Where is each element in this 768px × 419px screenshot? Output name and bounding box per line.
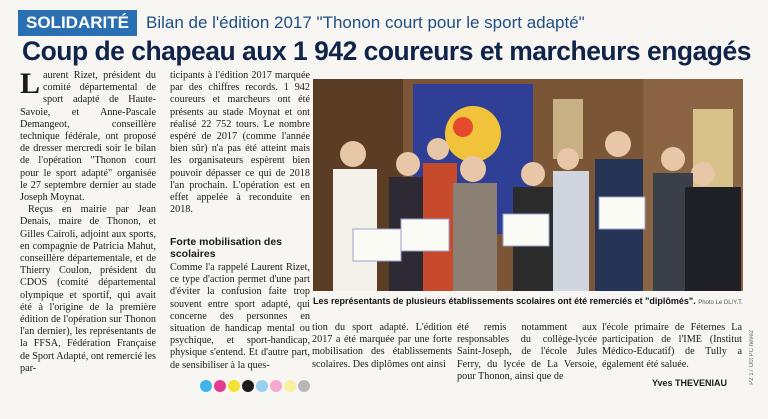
- caption-text: Les représentants de plusieurs établissements scolaires ont été remerciés et "diplômés".: [313, 296, 696, 306]
- photo-caption: [313, 296, 743, 309]
- color-swatch: [228, 380, 240, 392]
- column-2b-text: Comme l'a rappelé Laurent Rizet, ce type d'action permet d'une part d'éviter la confusion faite trop souvent entre sport adapté, qui concerne des personnes en situation de handicap mental ou psychique, et sport-handicap, physique s'entend. Et d'autre part, de sensibiliser à la ques-: [170, 262, 310, 371]
- group-photo: [313, 79, 743, 291]
- column-1-text: aurent Rizet, président du comité départemental de sport adapté de Haute-Savoie, et Anne-Pascale Demangeot, conseillère technique fédérale, ont proposé de dresser mercredi soir le bilan de l'opération "Thonon court pour le sport adapté" organisée le 27 septembre dernier au stade Joseph Moynat.: [20, 70, 156, 204]
- color-registration-swatches: [200, 380, 310, 392]
- color-swatch: [284, 380, 296, 392]
- color-swatch: [256, 380, 268, 392]
- photo-credit: Photo Le DL/Y.T.: [698, 300, 743, 306]
- column-5: [602, 322, 742, 371]
- drop-cap: L: [20, 67, 41, 100]
- author-signature: Yves THEVENIAU: [652, 378, 728, 388]
- color-swatch: [242, 380, 254, 392]
- kicker-line: Bilan de l'édition 2017 "Thonon court pour le sport adapté": [146, 13, 585, 32]
- column-4-text: été remis notamment aux responsables du collège-lycée Saint-Joseph, de l'école Jules Ferry, du lycée de La Versoie, pour Thonon, ainsi que de: [457, 322, 597, 382]
- group-photo-illustration: [313, 79, 743, 291]
- column-2b: [170, 262, 310, 372]
- column-3-text: tion du sport adapté. L'édition 2017 a été marquée par une forte mobilisation des établissements scolaires. Des diplômes ont ainsi: [312, 322, 452, 370]
- color-swatch: [200, 380, 212, 392]
- color-swatch: [298, 380, 310, 392]
- column-3: [312, 322, 452, 371]
- subheading: Forte mobilisation des scolaires: [170, 236, 283, 260]
- column-2: [170, 70, 310, 216]
- headline: Coup de chapeau aux 1 942 coureurs et marcheurs engagés: [22, 36, 751, 66]
- print-code: P2 17 Oct PC neve2: [749, 330, 755, 385]
- color-swatch: [214, 380, 226, 392]
- color-swatch: [270, 380, 282, 392]
- column-1b-text: Reçus en mairie par Jean Denais, maire de Thonon, et Gilles Cairoli, adjoint aux sports, en compagnie de Patricia Mahut, conseillère départementale, et de Thierry Coulon, président du CDOS (comité départemental olympique et sportif, qui avait été à l'origine de la première édition de l'opération sur Thonon l'an dernier), les représentants de la FFSA, Fédération Française de Sport Adapté, ont remercié les par-: [20, 204, 156, 374]
- section-rubric: SOLIDARITÉ: [18, 10, 137, 36]
- column-5-text: l'école primaire de Féternes La participation de l'IME (Institut Médico-Educatif) de Tully a également été saluée.: [602, 322, 742, 370]
- column-2-text: ticipants à l'édition 2017 marquée par des chiffres records. 1 942 coureurs et marcheurs ont été présents au stade Moynat et ont réalisé 22 752 tours. Le nombre espéré de 2017 (comme l'année bien sûr) n'a pas été atteint mais les organisateurs espèrent bien pouvoir dépasser ce qui de 2018 l'an prochain. L'opération est en effet appelée à reconduite en 2018.: [170, 70, 310, 216]
- column-1: [20, 67, 156, 375]
- column-4: [457, 322, 597, 383]
